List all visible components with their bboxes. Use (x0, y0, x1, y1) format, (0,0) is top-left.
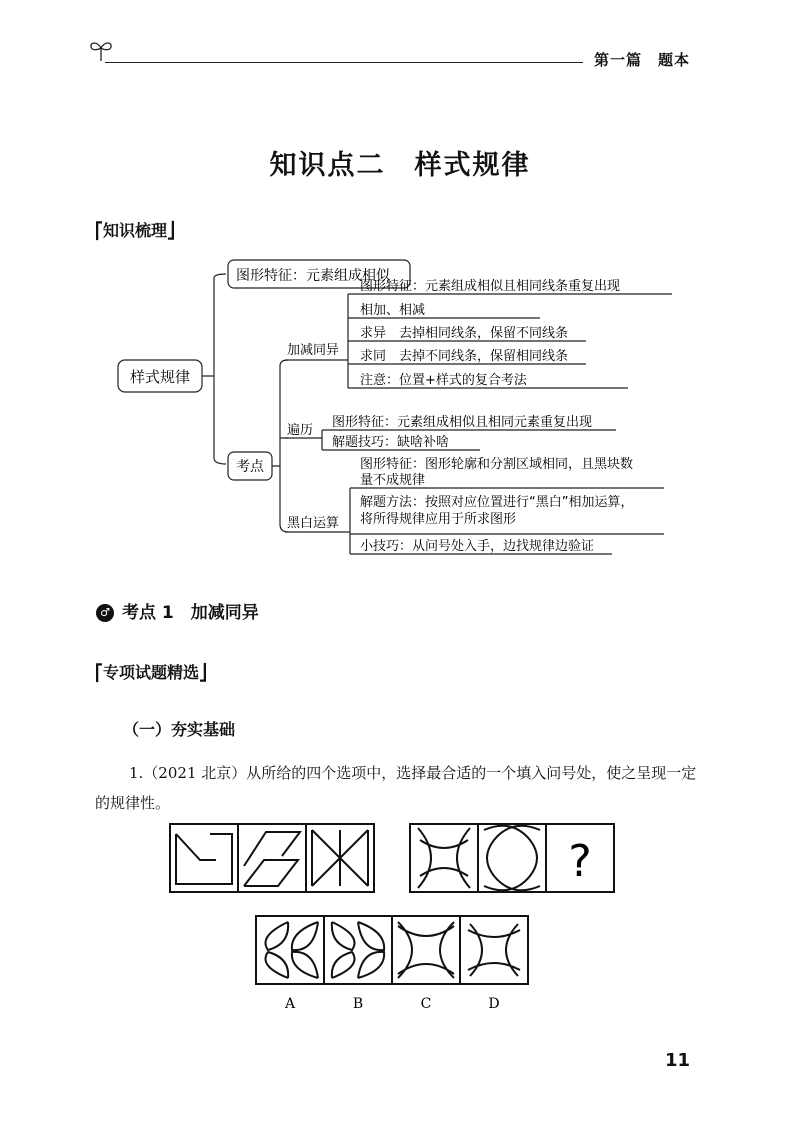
option-label-d: D (488, 996, 500, 1012)
mm-kaodian-label: 考点 (236, 459, 264, 475)
mm-heibai-method-1: 解题方法：按照对应位置进行“黑白”相加运算， (360, 495, 634, 510)
knowledge-heading-text: 知识梳理 (103, 221, 168, 240)
subsection-heading: （一）夯实基础 (123, 720, 236, 739)
practice-heading-text: 专项试题精选 (103, 663, 200, 682)
mm-heibai-tip: 小技巧：从问号处入手，边找规律边验证 (360, 539, 595, 554)
page-title: 知识点二 样式规律 (269, 150, 531, 181)
mm-bianli-item-1: 图形特征：元素组成相似且相同元素重复出现 (332, 415, 593, 430)
question-mark: ? (568, 836, 592, 887)
mm-jiajian-item-3: 求异 去掉相同线条，保留不同线条 (360, 326, 569, 341)
mind-map (0, 248, 800, 568)
mm-branch1-label: 图形特征：元素组成相似 (236, 268, 390, 284)
header-rule (105, 62, 583, 63)
close-bracket: ⎦ (199, 663, 208, 682)
mm-bianli-item-2: 解题技巧：缺啥补啥 (332, 435, 450, 450)
mm-jiajian-item-4: 求同 去掉不同线条，保留相同线条 (360, 349, 569, 364)
mm-bianli-label: 遍历 (287, 423, 314, 438)
knowledge-heading (95, 218, 175, 241)
page-number: 11 (664, 1050, 690, 1071)
sprout-icon (88, 37, 114, 63)
option-label-c: C (420, 996, 432, 1012)
option-cell-a (256, 916, 324, 984)
close-bracket: ⎦ (167, 221, 176, 240)
question-text: 1.（2021 北京）从所给的四个选项中，选择最合适的一个填入问号处，使之呈现一定的规律性。 (95, 764, 697, 812)
mm-jiajian-label: 加减同异 (287, 343, 340, 358)
male-symbol-icon: ♂ (96, 604, 114, 622)
stem-cell-5 (478, 824, 546, 892)
option-cell-d (460, 916, 528, 984)
open-bracket: ⎡ (95, 221, 103, 240)
kaodian-title: 考点 1 加减同异 (122, 603, 259, 623)
mm-jiajian-item-5: 注意：位置+样式的复合考法 (360, 373, 527, 388)
option-label-a: A (284, 996, 296, 1012)
mm-jiajian-item-2: 相加、相减 (360, 303, 426, 318)
mm-root-label: 样式规律 (129, 368, 191, 386)
header-section-label: 第一篇 题本 (593, 51, 690, 69)
mm-heibai-method-2: 将所得规律应用于所求图形 (360, 512, 517, 527)
mm-heibai-feature-2: 量不成规律 (360, 473, 426, 488)
kaodian-heading (96, 598, 259, 623)
mm-heibai-label: 黑白运算 (287, 516, 340, 531)
option-label-b: B (352, 996, 364, 1012)
open-bracket: ⎡ (95, 663, 103, 682)
puzzle-figure (0, 820, 800, 1020)
mm-jiajian-item-1: 图形特征：元素组成相似且相同线条重复出现 (360, 279, 621, 294)
mm-heibai-feature-1: 图形特征：图形轮廓和分割区域相同，且黑块数 (360, 457, 634, 472)
stem-cell-4 (410, 824, 478, 892)
practice-heading (95, 660, 207, 683)
